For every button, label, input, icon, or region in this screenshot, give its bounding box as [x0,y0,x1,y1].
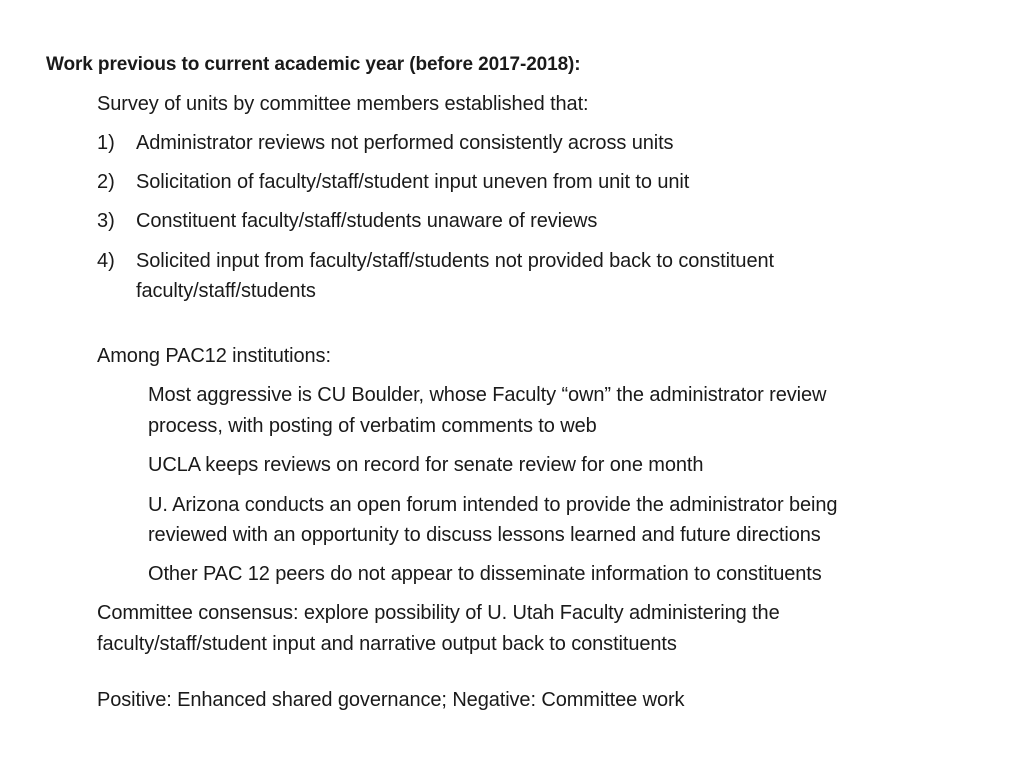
list-item-continuation: faculty/staff/students [136,280,316,302]
list-item-continuation: reviewed with an opportunity to discuss lessons learned and future directions [148,524,821,546]
list-number: 1) [97,132,115,154]
list-item: U. Arizona conducts an open forum intended to provide the administrator being [148,494,838,516]
list-item: Administrator reviews not performed consistently across units [136,132,674,154]
list-item: Constituent faculty/staff/students unaware of reviews [136,210,598,232]
survey-intro: Survey of units by committee members established that: [97,93,589,115]
section-heading: Work previous to current academic year (before 2017-2018): [46,54,581,75]
summary-text: Positive: Enhanced shared governance; Negative: Committee work [97,689,685,711]
list-item: Solicited input from faculty/staff/students not provided back to constituent [136,250,774,272]
list-item: Solicitation of faculty/staff/student input uneven from unit to unit [136,171,690,193]
list-item: UCLA keeps reviews on record for senate review for one month [148,454,704,476]
list-number: 3) [97,210,115,232]
list-item: Other PAC 12 peers do not appear to disseminate information to constituents [148,563,822,585]
consensus-text-continuation: faculty/staff/student input and narrative output back to constituents [97,633,677,655]
list-item-continuation: process, with posting of verbatim comments to web [148,415,597,437]
pac12-intro: Among PAC12 institutions: [97,345,331,367]
list-item: Most aggressive is CU Boulder, whose Faculty “own” the administrator review [148,384,827,406]
list-number: 4) [97,250,115,272]
list-number: 2) [97,171,115,193]
consensus-text: Committee consensus: explore possibility of U. Utah Faculty administering the [97,602,780,624]
